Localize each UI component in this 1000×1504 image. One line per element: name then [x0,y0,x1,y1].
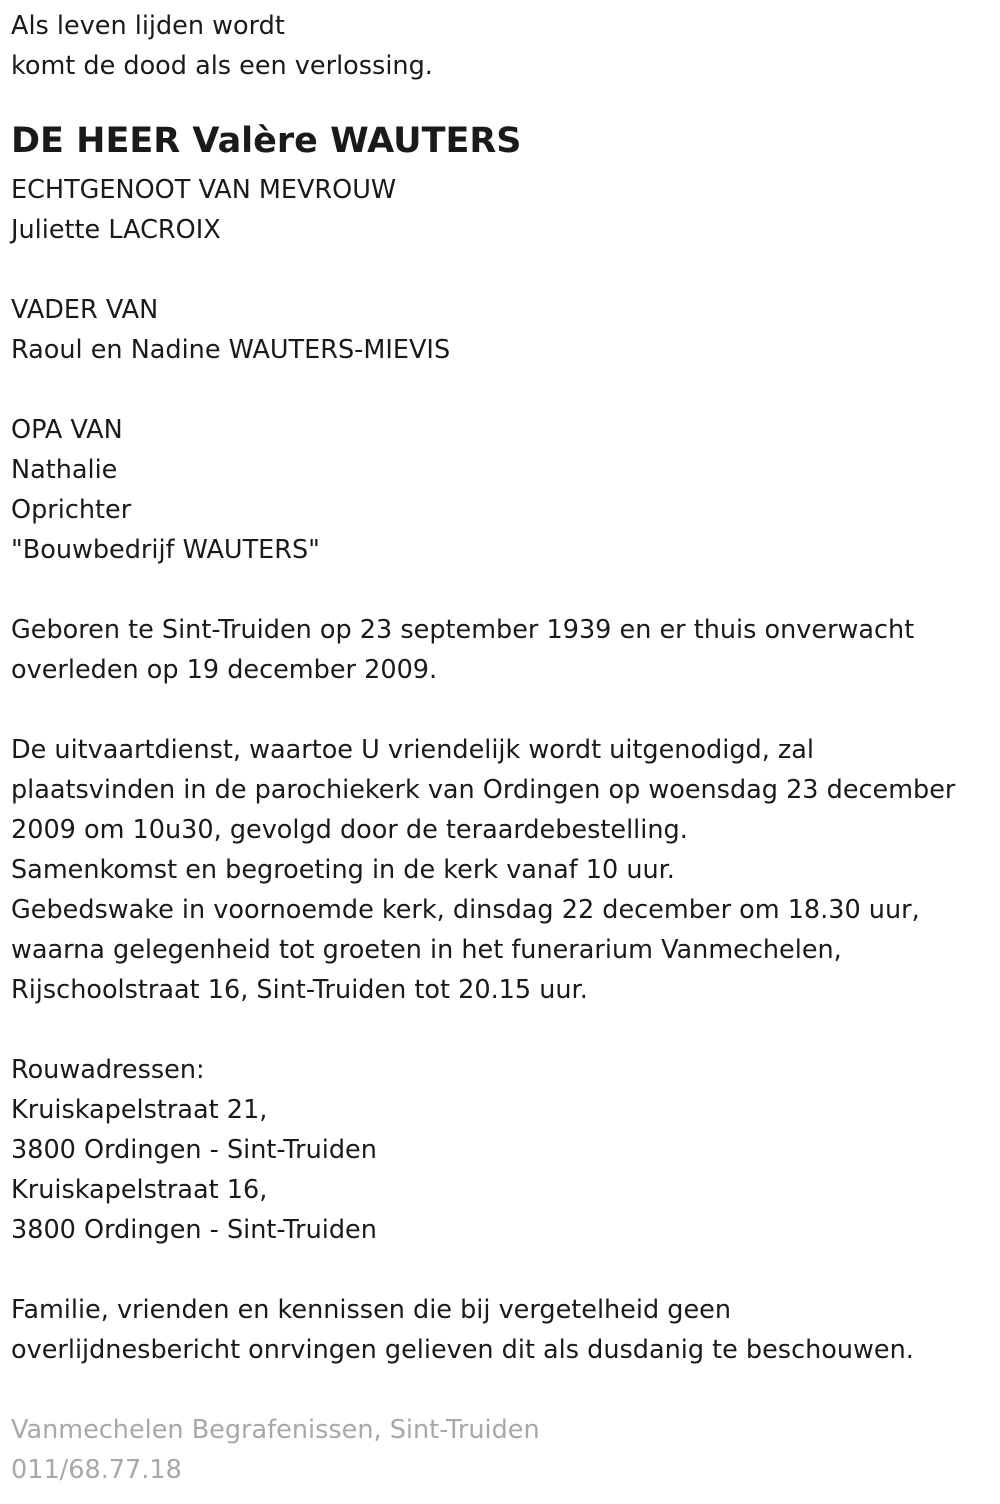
address-line: 3800 Ordingen - Sint-Truiden [11,1215,377,1245]
motto-line: Als leven lijden wordt [11,11,285,41]
paragraph-line: 2009 om 10u30, gevolgd door de teraardebestelling. [11,815,688,845]
father-section [11,290,996,370]
spouse-label: ECHTGENOOT VAN MEVROUW [11,175,397,205]
notice-paragraph [11,1290,996,1370]
paragraph-line: Rijschoolstraat 16, Sint-Truiden tot 20.15 uur. [11,975,588,1005]
paragraph-line: Familie, vrienden en kennissen die bij vergetelheid geen [11,1295,731,1325]
undertaker-footer [11,1410,996,1490]
motto [11,6,996,86]
spouse-name: Juliette LACROIX [11,215,221,245]
grandchild-name: Nathalie [11,455,118,485]
obituary-document [11,0,996,1490]
paragraph-line: Samenkomst en begroeting in de kerk vanaf 10 uur. [11,855,675,885]
spouse-section [11,170,996,250]
spacer [11,1010,996,1050]
spacer [11,570,996,610]
address-line: 3800 Ordingen - Sint-Truiden [11,1135,377,1165]
spacer [11,370,996,410]
spacer [11,250,996,290]
paragraph-line: overleden op 19 december 2009. [11,655,438,685]
address-line: Kruiskapelstraat 16, [11,1175,268,1205]
spacer [11,690,996,730]
paragraph-line: plaatsvinden in de parochiekerk van Ordingen op woensdag 23 december [11,775,956,805]
birth-death-paragraph [11,610,996,690]
undertaker-name: Vanmechelen Begrafenissen, Sint-Truiden [11,1415,540,1445]
paragraph-line: Gebedswake in voornoemde kerk, dinsdag 22 december om 18.30 uur, [11,895,920,925]
paragraph-line: De uitvaartdienst, waartoe U vriendelijk wordt uitgenodigd, zal [11,735,815,765]
grandfather-section [11,410,996,570]
address-line: Kruiskapelstraat 21, [11,1095,268,1125]
addresses-label: Rouwadressen: [11,1055,205,1085]
addresses-section [11,1050,996,1250]
children-names: Raoul en Nadine WAUTERS-MIEVIS [11,335,451,365]
paragraph-line: waarna gelegenheid tot groeten in het funerarium Vanmechelen, [11,935,842,965]
company-name: "Bouwbedrijf WAUTERS" [11,535,320,565]
deceased-name: DE HEER Valère WAUTERS [11,121,522,161]
founder-label: Oprichter [11,495,132,525]
spacer [11,1250,996,1290]
paragraph-line: Geboren te Sint-Truiden op 23 september 1939 en er thuis onverwacht [11,615,915,645]
motto-line: komt de dood als een verlossing. [11,51,433,81]
spacer [11,1370,996,1410]
service-paragraph [11,730,996,1010]
father-label: VADER VAN [11,295,159,325]
paragraph-line: overlijdnesbericht onrvingen gelieven dit als dusdanig te beschouwen. [11,1335,914,1365]
grandfather-label: OPA VAN [11,415,123,445]
undertaker-phone: 011/68.77.18 [11,1455,182,1485]
